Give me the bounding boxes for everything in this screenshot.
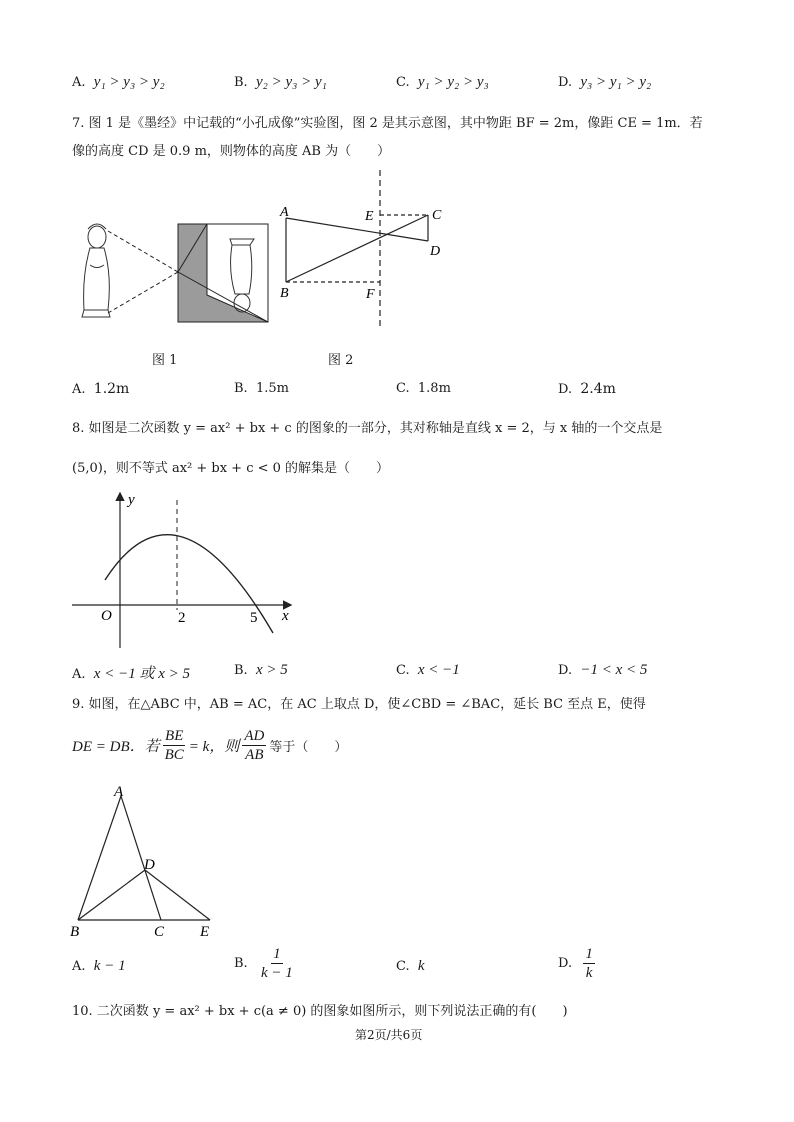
q9-line2-mid: = k，则 <box>188 739 240 755</box>
y-axis-label: y <box>128 492 135 508</box>
tick-label-2: 2 <box>178 610 186 626</box>
q7-option-d: D. 2.4m <box>558 381 616 397</box>
q9-fraction-be-bc <box>163 727 186 764</box>
q7-option-b: B. 1.5m <box>234 381 289 396</box>
q9-triangle-figure <box>66 782 226 942</box>
q7-label-a: A <box>280 205 289 220</box>
q7-stem-line1: 7. 图 1 是《墨经》中记载的“小孔成像”实验图，图 2 是其示意图，其中物距 BF = 2m，像距 CE = 1m．若 <box>72 116 703 131</box>
q7-label-d: D <box>430 244 441 259</box>
q9-frac1-denominator: BC <box>164 747 184 763</box>
q7-figure2 <box>276 170 451 330</box>
q7-label-f: F <box>366 287 375 302</box>
q6-option-d: D. y₃ > y₁ > y₂ <box>558 74 652 90</box>
q9-option-c: C. k <box>396 958 425 974</box>
q9-frac2-numerator: AD <box>244 728 265 744</box>
q9-option-b: B. $\frac{1}{k - 1}$ <box>234 946 293 981</box>
q8-parabola-graph <box>68 488 298 648</box>
q7-label-b: B <box>280 286 289 301</box>
q10-stem-line1: 10. 二次函数 y = ax² + bx + c(a ≠ 0) 的图象如图所示，则下列说法正确的有( ) <box>72 1004 568 1019</box>
q9-label-e: E <box>200 924 210 940</box>
x-axis-label: x <box>282 608 289 624</box>
person-illustration <box>82 224 110 317</box>
q9-option-b-fraction: $\frac{1}{k - 1}$ <box>260 946 293 981</box>
q9-label-c: C <box>154 924 165 940</box>
q9-fraction-ad-ab <box>242 727 266 764</box>
q7-option-a: A. 1.2m <box>72 381 130 397</box>
q7-label-e: E <box>365 209 374 224</box>
page-footer: 第2页/共6页 <box>355 1028 423 1042</box>
q6-option-a: A. y₁ > y₃ > y₂ <box>72 74 165 90</box>
q9-option-d: D. $\frac{1}{k}$ <box>558 946 593 981</box>
q9-line2-end: 等于（ ） <box>269 740 348 755</box>
q9-option-a: A. k − 1 <box>72 958 126 974</box>
q7-figure1 <box>70 215 275 330</box>
q6-option-c: C. y₁ > y₂ > y₃ <box>396 74 489 90</box>
q9-line2-start: DE = DB．若 <box>72 739 160 755</box>
q7-label-c: C <box>432 208 442 223</box>
q9-label-b: B <box>70 924 80 940</box>
q8-option-a: A. x < −1 或 x > 5 <box>72 666 190 682</box>
q8-stem-line1: 8. 如图是二次函数 y = ax² + bx + c 的图象的一部分，其对称轴是直线 x = 2，与 x 轴的一个交点是 <box>72 421 663 436</box>
q9-label-d: D <box>144 857 155 873</box>
origin-label: O <box>101 608 112 624</box>
q9-frac2-denominator: AB <box>245 747 264 763</box>
q7-stem-line2: 像的高度 CD 是 0.9 m，则物体的高度 AB 为（ ） <box>72 144 391 159</box>
q9-option-d-fraction: $\frac{1}{k}$ <box>585 946 593 981</box>
q9-label-a: A <box>114 784 124 800</box>
q8-stem-line2: (5,0)，则不等式 ax² + bx + c < 0 的解集是（ ） <box>72 461 390 476</box>
q7-fig1-caption: 图 1 <box>152 353 178 368</box>
q8-option-d: D. −1 < x < 5 <box>558 662 648 678</box>
q7-fig2-caption: 图 2 <box>328 353 354 368</box>
tick-label-5: 5 <box>250 610 258 626</box>
q9-stem-line2 <box>72 727 347 764</box>
q8-option-b: B. x > 5 <box>234 662 288 678</box>
q8-option-c: C. x < −1 <box>396 662 460 678</box>
q9-frac1-numerator: BE <box>165 728 184 744</box>
parabola-curve <box>105 535 273 633</box>
q6-option-b: B. y₂ > y₃ > y₁ <box>234 74 327 90</box>
q9-stem-line1: 9. 如图，在△ABC 中，AB = AC，在 AC 上取点 D，使∠CBD = ∠BAC，延长 BC 至点 E，使得 <box>72 697 646 712</box>
q7-option-c: C. 1.8m <box>396 381 451 396</box>
